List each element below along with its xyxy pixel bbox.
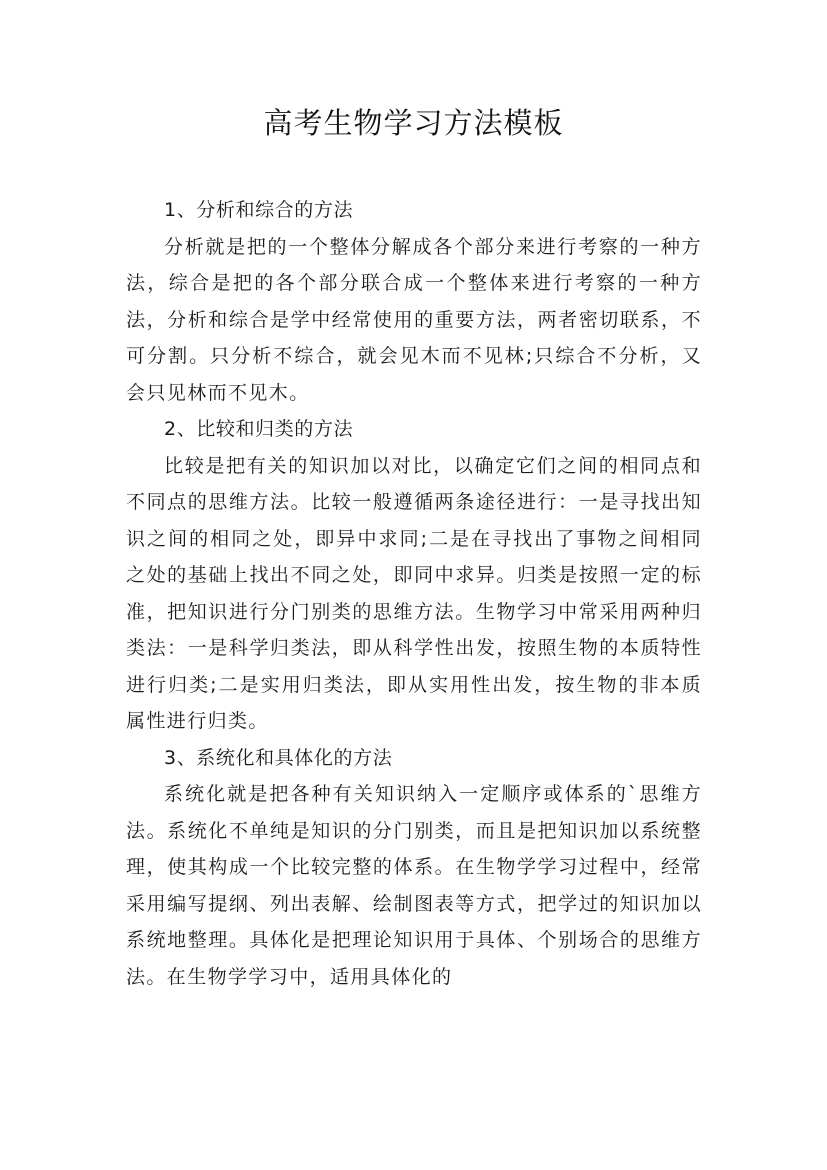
- paragraph-systematization: 系统化就是把各种有关知识纳入一定顺序或体系的`思维方法。系统化不单纯是知识的分门别类，而且是把知识加以系统整理，使其构成一个比较完整的体系。在生物学学习过程中，经常采用编写提纲、列出表解、绘制图表等方式，把学过的知识加以系统地整理。具体化是把理论知识用于具体、个别场合的思维方法。在生物学学习中，适用具体化的: [126, 783, 702, 988]
- section-heading-3: 3、系统化和具体化的方法: [164, 746, 393, 769]
- document-body: [126, 192, 702, 995]
- section-heading-2: 2、比较和归类的方法: [164, 418, 354, 440]
- paragraph-analysis-synthesis: 分析就是把的一个整体分解成各个部分来进行考察的一种方法，综合是把的各个部分联合成一个整体来进行考察的一种方法，分析和综合是学中经常使用的重要方法，两者密切联系，不可分割。只分析不综合，就会见木而不见林;只综合不分析，又会只见林而不见木。: [126, 235, 702, 404]
- paragraph-comparison-classification: 比较是把有关的知识加以对比，以确定它们之间的相同点和不同点的思维方法。比较一般遵循两条途径进行：一是寻找出知识之间的相同之处，即异中求同;二是在寻找出了事物之间相同之处的基础上找出不同之处，即同中求异。归类是按照一定的标准，把知识进行分门别类的思维方法。生物学习中常采用两种归类法：一是科学归类法，即从科学性出发，按照生物的本质特性进行归类;二是实用归类法，即从实用性出发，按生物的非本质属性进行归类。: [126, 454, 702, 732]
- document-title: 高考生物学习方法模板: [263, 106, 564, 140]
- section-heading-1: 1、分析和综合的方法: [164, 199, 354, 221]
